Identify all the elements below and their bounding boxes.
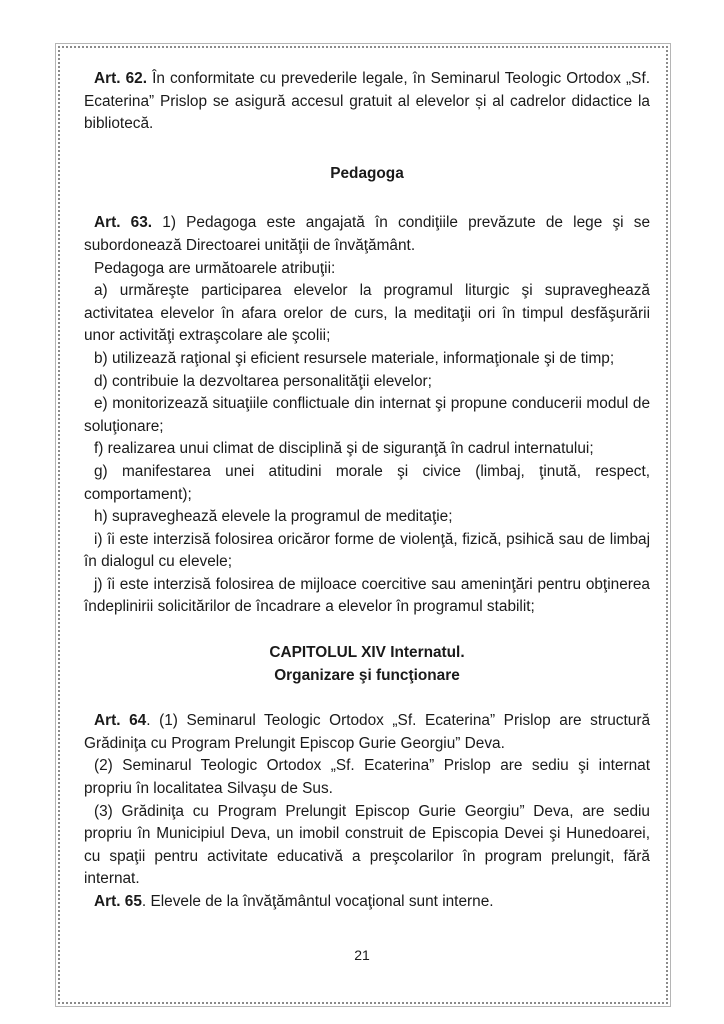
article-64-para-1 [84,710,650,755]
list-item: e) monitorizează situaţiile conflictuale din internat şi propune conducerii modul de soluţionare; [84,395,650,435]
chapter-title: CAPITOLUL XIV Internatul. [269,644,465,662]
article-64-para-2: (2) Seminarul Teologic Ortodox „Sf. Ecaterina” Prislop are sediu şi internat propriu în localitatea Silvaşu de Sus. [84,757,650,798]
page-number: 21 [354,947,370,963]
list-item: g) manifestarea unei atitudini morale şi civice (limbaj, ţinută, respect, comportament); [84,462,650,503]
article-63 [84,212,650,257]
article-64-para-3: (3) Grădiniţa cu Program Prelungit Episcop Gurie Georgiu” Deva, are sediu propriu în Municipiul Deva, un imobil construit de Episcopia Devei şi Hunedoarei, cu spaţii pentru activitate educativă a preşcolarilor în program prelungit, fără internat. [84,802,650,888]
article-64-heading: Art. 64 [94,712,147,730]
article-65 [84,891,650,914]
list-item: h) supraveghează elevele la programul de meditaţie; [94,508,453,526]
article-63-heading: Art. 63. [94,214,153,232]
list-item: f) realizarea unui climat de disciplină şi de siguranţă în cadrul internatului; [94,440,594,458]
list-item: i) îi este interzisă folosirea oricăror forme de violenţă, fizică, psihică sau de limbaj în dialogul cu elevele; [84,530,650,571]
article-63-intro: Pedagoga are următoarele atribuţii: [94,259,336,277]
article-62 [84,68,650,136]
article-64-text: . (1) Seminarul Teologic Ortodox „Sf. Ecaterina” Prislop are structură Grădiniţa cu Program Prelungit Episcop Gurie Georgiu” Deva. [84,712,651,752]
list-item: a) urmăreşte participarea elevelor la programul liturgic şi supraveghează activitatea elevelor în afara orelor de curs, la meditaţii ori în timpul desfăşurării unor activităţi extraşcolare ale şcolii; [84,282,650,345]
list-item: d) contribuie la dezvoltarea personalităţii elevelor; [94,372,432,390]
document-body [84,68,650,914]
list-item: b) utilizează raţional şi eficient resursele materiale, informaţionale şi de timp; [94,349,615,367]
article-63-text: 1) Pedagoga este angajată în condiţiile prevăzute de lege şi se subordonează Directoarei unităţii de învăţământ. [84,214,650,254]
article-65-heading: Art. 65 [94,893,142,910]
chapter-subtitle: Organizare şi funcţionare [274,666,460,684]
article-62-heading: Art. 62. [94,70,147,87]
article-62-text: În conformitate cu prevederile legale, în Seminarul Teologic Ortodox „Sf. Ecaterina” Prislop se asigură accesul gratuit al elevelor și al cadrelor didactice la bibliotecă. [84,70,650,133]
section-title-pedagoga: Pedagoga [330,164,404,182]
list-item: j) îi este interzisă folosirea de mijloace coercitive sau ameninţări pentru obţinerea îndeplinirii solicitărilor de încadrare a elevelor în programul stabilit; [84,575,650,616]
article-65-text: . Elevele de la învăţământul vocaţional sunt interne. [141,893,494,910]
